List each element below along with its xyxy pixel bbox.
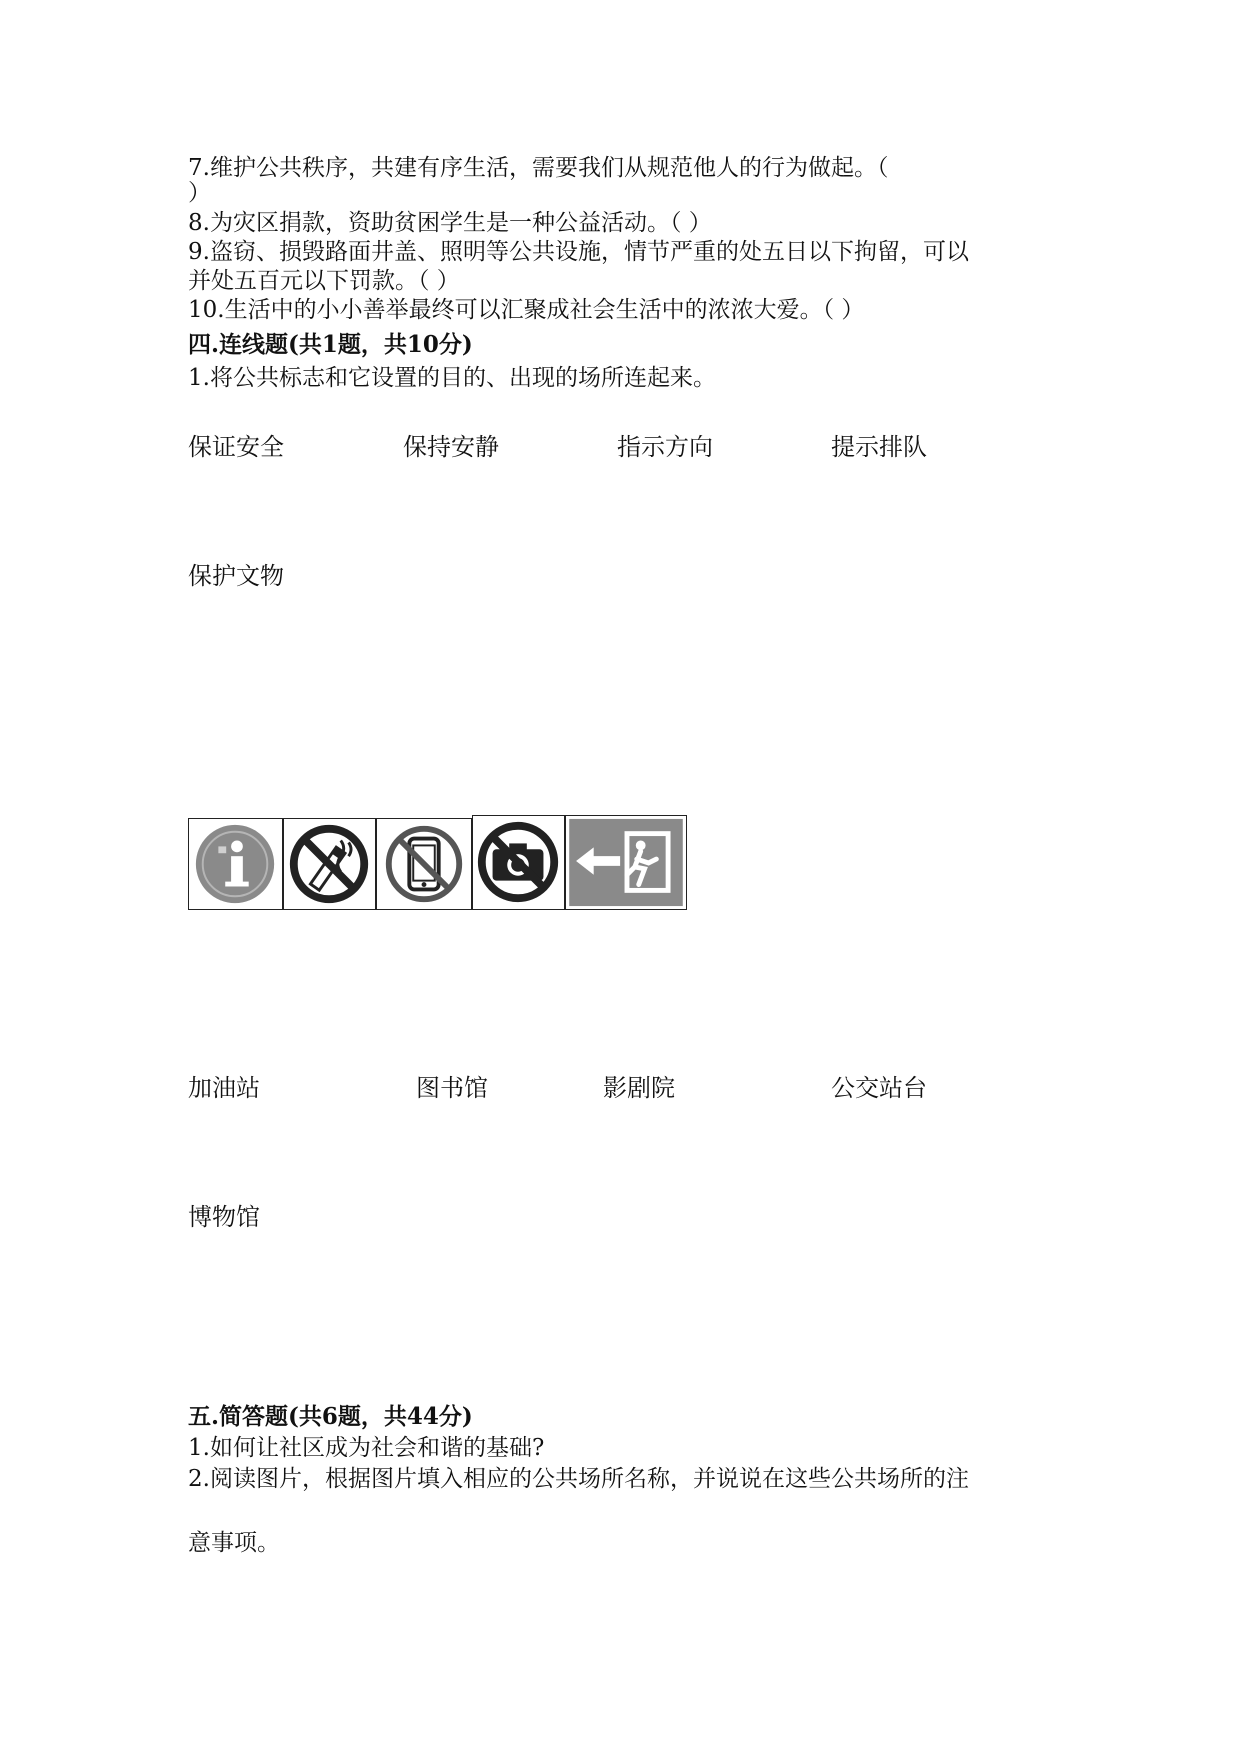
- no-phone-icon: [376, 818, 472, 910]
- purpose-option: 提示排队: [831, 433, 927, 461]
- tf-item-9-line2: 并处五百元以下罚款。（ ）: [188, 268, 460, 294]
- purpose-option: 指示方向: [617, 433, 713, 461]
- section-4-heading: 四.连线题(共1题，共10分): [188, 331, 473, 358]
- place-option: 公交站台: [831, 1074, 927, 1102]
- exit-sign-icon: [565, 815, 687, 910]
- purpose-option: 保持安静: [403, 433, 499, 461]
- tf-item-9-line1: 9.盗窃、损毁路面井盖、照明等公共设施，情节严重的处五日以下拘留，可以: [188, 239, 969, 265]
- no-smoking-icon: [283, 818, 376, 910]
- tf-item-7-line1: 7.维护公共秩序，共建有序生活，需要我们从规范他人的行为做起。（: [188, 155, 889, 181]
- section-5-q2-line1: 2.阅读图片，根据图片填入相应的公共场所名称，并说说在这些公共场所的注: [188, 1466, 969, 1492]
- purpose-option: 保护文物: [188, 562, 284, 590]
- section-4-question: 1.将公共标志和它设置的目的、出现的场所连起来。: [188, 365, 716, 391]
- tf-item-8: 8.为灾区捐款，资助贫困学生是一种公益活动。（ ）: [188, 210, 712, 236]
- place-option: 图书馆: [416, 1074, 488, 1102]
- tf-item-10: 10.生活中的小小善举最终可以汇聚成社会生活中的浓浓大爱。（ ）: [188, 297, 865, 323]
- section-5-heading: 五.简答题(共6题，共44分): [188, 1403, 473, 1430]
- place-option: 博物馆: [188, 1203, 260, 1231]
- place-option: 影剧院: [603, 1074, 675, 1102]
- no-photo-icon: [472, 815, 565, 910]
- info-sign-icon: [188, 818, 283, 910]
- section-5-q1: 1.如何让社区成为社会和谐的基础?: [188, 1435, 545, 1461]
- place-option: 加油站: [188, 1074, 260, 1102]
- tf-item-7-line2: ）: [188, 180, 211, 206]
- section-5-q2-line2: 意事项。: [188, 1530, 280, 1556]
- purpose-option: 保证安全: [188, 433, 284, 461]
